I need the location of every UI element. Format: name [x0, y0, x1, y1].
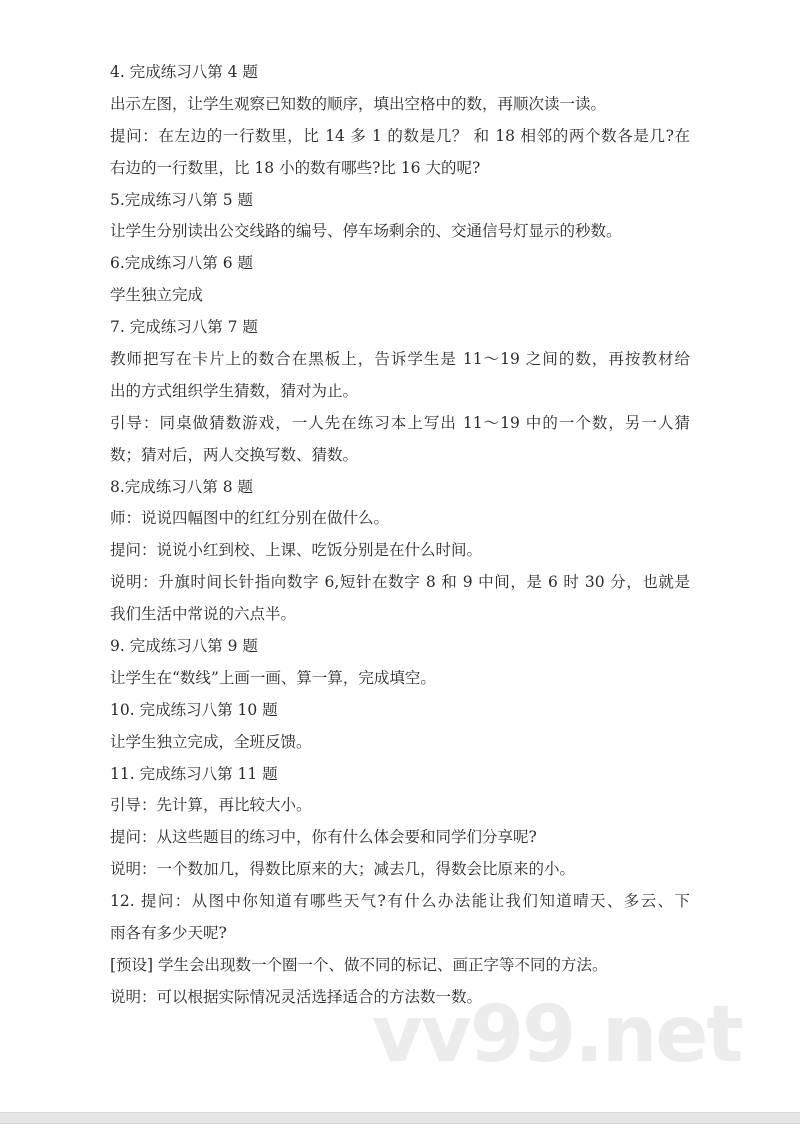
text-line: 我们生活中常说的六点半。 [110, 605, 297, 624]
text-line: 5.完成练习八第 5 题 [110, 190, 254, 209]
text-line: 雨各有多少天呢? [110, 924, 227, 943]
text-line: 让学生独立完成，全班反馈。 [110, 732, 312, 751]
text-line: 学生独立完成 [110, 286, 204, 305]
text-line: 6.完成练习八第 6 题 [110, 254, 254, 273]
text-line: 引导：先计算，再比较大小。 [110, 796, 312, 815]
text-line: 右边的一行数里，比 18 小的数有哪些?比 16 大的呢? [110, 158, 481, 177]
page-separator [0, 1112, 800, 1124]
text-line: 4. 完成练习八第 4 题 [110, 63, 258, 81]
text-line: 出示左图，让学生观察已知数的顺序，填出空格中的数，再顺次读一读。 [110, 94, 607, 113]
text-line: 说明：可以根据实际情况灵活选择适合的方法数一数。 [110, 987, 483, 1006]
text-line: 让学生在“数线”上画一画、算一算，完成填空。 [110, 668, 436, 687]
text-line: 11. 完成练习八第 11 题 [110, 764, 278, 783]
text-line: 数；猜对后，两人交换写数、猜数。 [110, 445, 359, 464]
text-line: 出的方式组织学生猜数，猜对为止。 [110, 381, 359, 400]
text-line: 引导：同桌做猜数游戏，一人先在练习本上写出 11～19 中的一个数，另一人猜 [110, 413, 690, 432]
text-line: 10. 完成练习八第 10 题 [110, 700, 278, 719]
text-line: [预设] 学生会出现数一个圈一个、做不同的标记、画正字等不同的方法。 [110, 955, 608, 974]
text-line: 7. 完成练习八第 7 题 [110, 318, 258, 337]
text-line: 提问：说说小红到校、上课、吃饭分别是在什么时间。 [110, 541, 483, 560]
text-line: 教师把写在卡片上的数合在黑板上，告诉学生是 11～19 之间的数，再按教材给 [110, 350, 690, 369]
text-line: 提问：从这些题目的练习中，你有什么体会要和同学们分享呢? [110, 828, 537, 847]
text-line: 8.完成练习八第 8 题 [110, 477, 254, 496]
document-body [110, 58, 690, 1015]
watermark: vv99.net [372, 990, 742, 1080]
text-line: 说明：一个数加几，得数比原来的大；减去几，得数会比原来的小。 [110, 860, 576, 879]
text-line: 师：说说四幅图中的红红分别在做什么。 [110, 509, 390, 528]
text-line: 让学生分别读出公交线路的编号、停车场剩余的、交通信号灯显示的秒数。 [110, 222, 622, 241]
text-line: 9. 完成练习八第 9 题 [110, 637, 258, 656]
text-line: 提问：在左边的一行数里，比 14 多 1 的数是几？ 和 18 相邻的两个数各是几?在 [110, 126, 690, 145]
text-line: 12. 提问：从图中你知道有哪些天气?有什么办法能让我们知道晴天、多云、下 [110, 892, 690, 911]
text-line: 说明：升旗时间长针指向数字 6,短针在数字 8 和 9 中间，是 6 时 30 分，也就是 [110, 573, 690, 592]
next-page [0, 1124, 800, 1137]
